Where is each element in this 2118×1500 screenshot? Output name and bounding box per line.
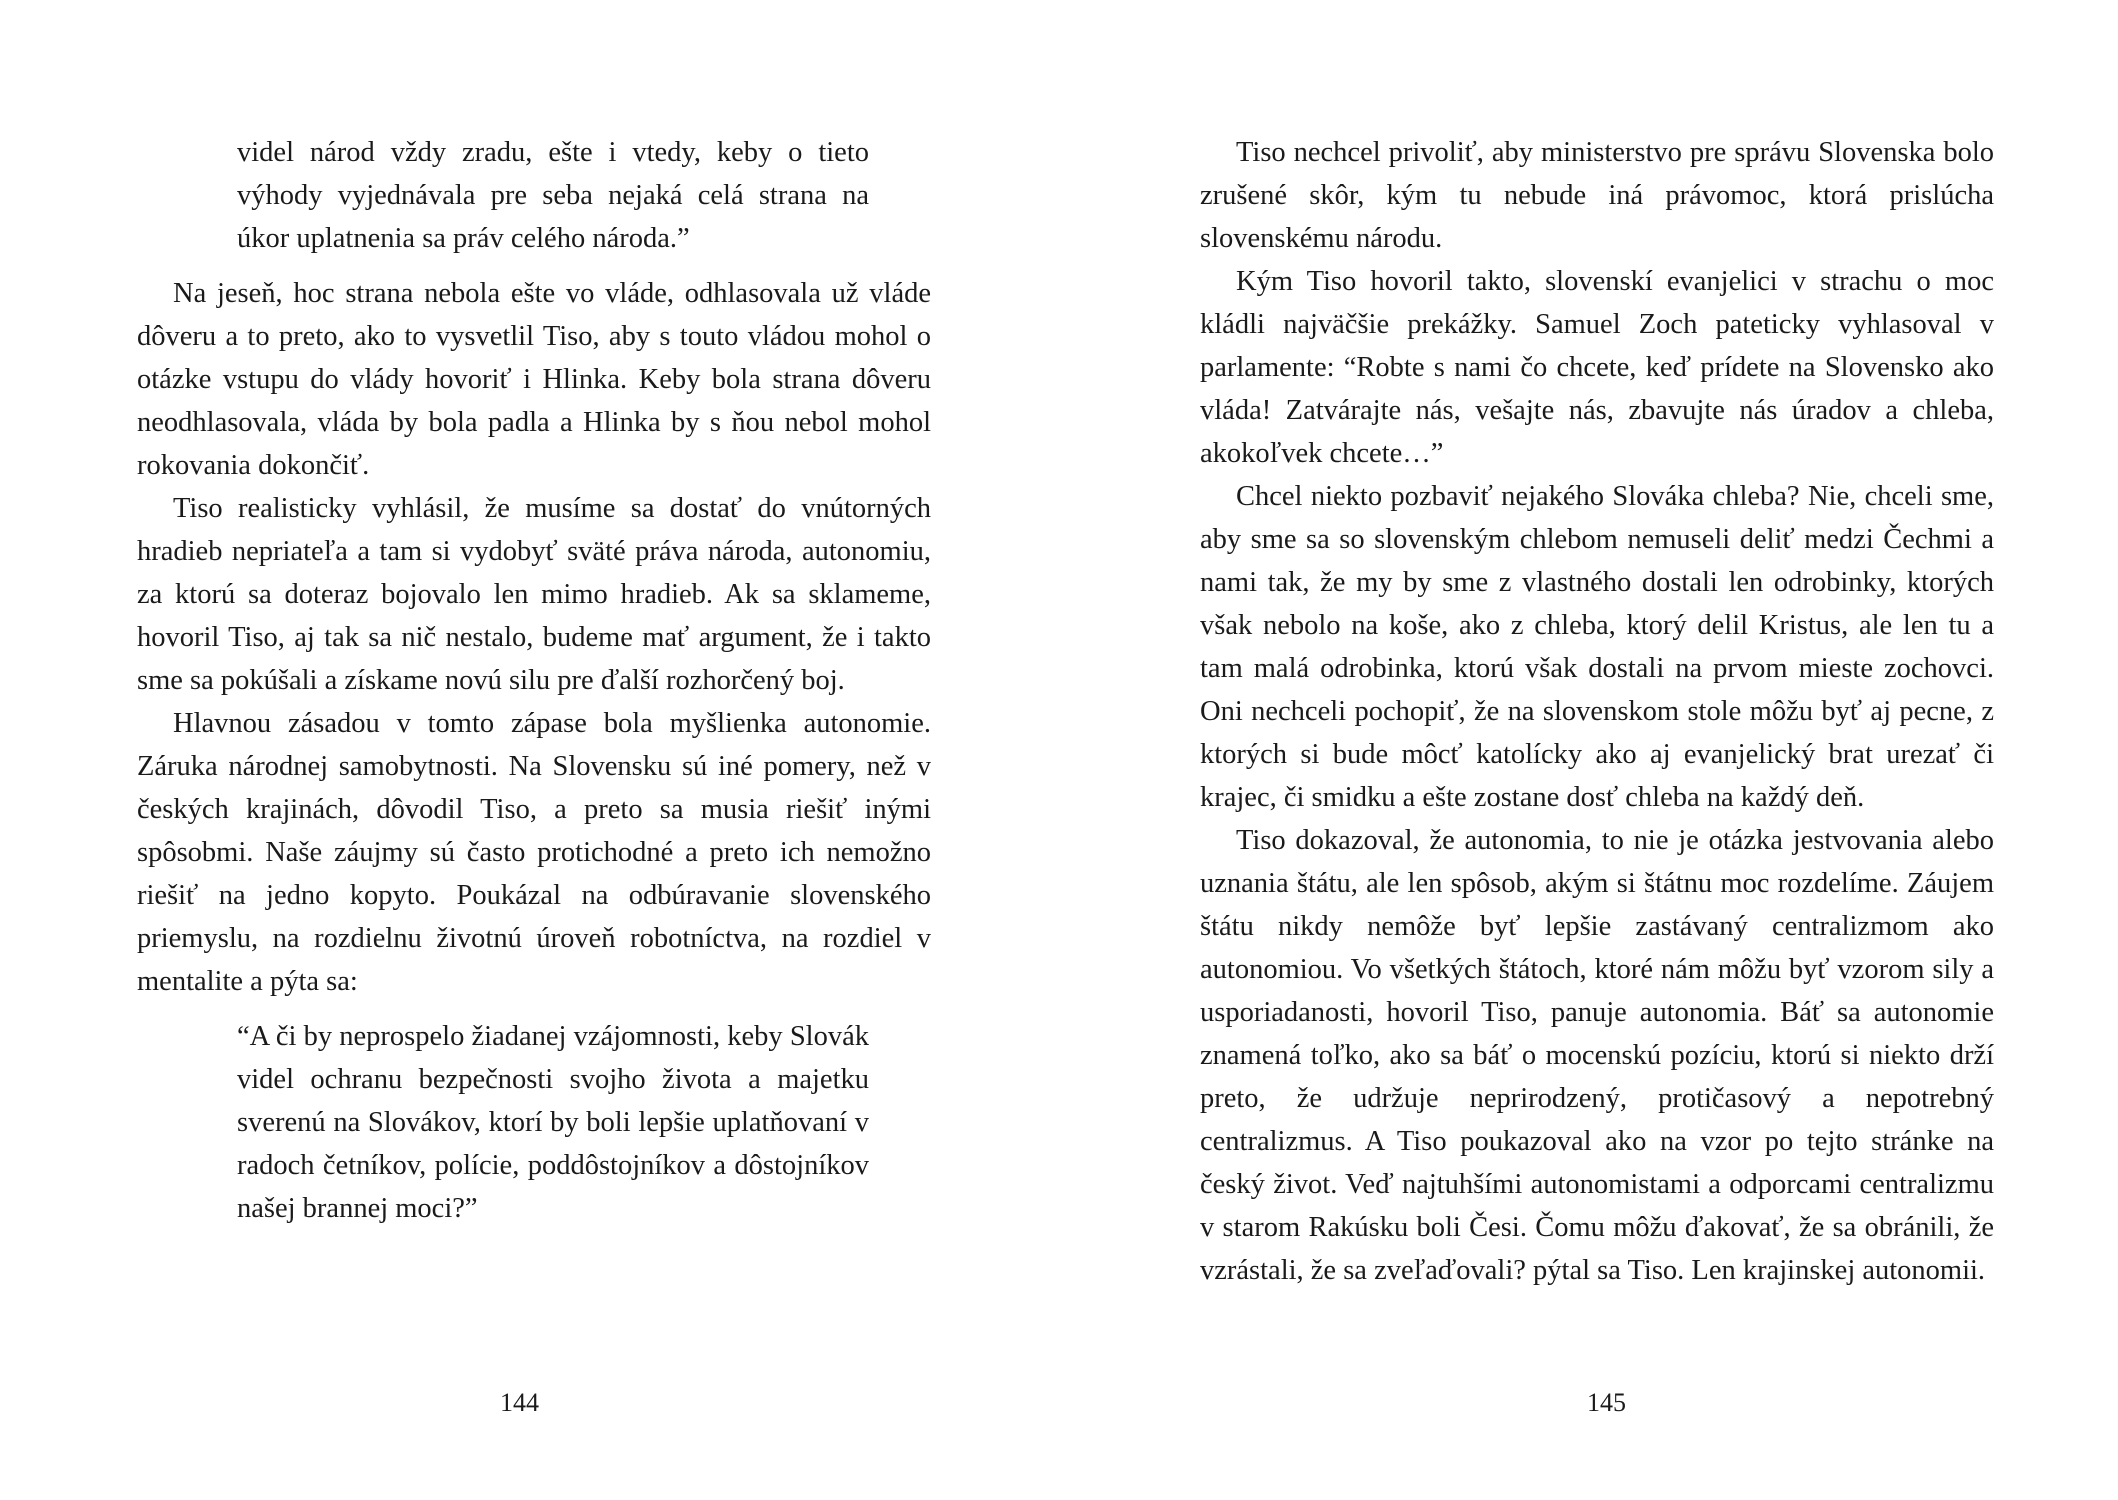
left-page-text <box>137 131 931 1230</box>
block-quote: videl národ vždy zradu, ešte i vtedy, keby o tieto výhody vyjednávala pre seba nejaká celá strana na úkor uplatnenia sa práv celého národa.” <box>237 137 869 254</box>
page-number: 145 <box>1587 1388 1626 1417</box>
page-number: 144 <box>500 1388 539 1417</box>
paragraph: Hlavnou zásadou v tomto zápase bola myšlienka autonomie. Záruka národnej samobytnosti. Na Slovensku sú iné pomery, než v českých krajinách, dôvodil Tiso, a preto sa musia riešiť inými spôsobmi. Naše záujmy sú často protichodné a preto ich nemožno riešiť na jedno kopyto. Poukázal na odbúravanie slovenského priemyslu, na rozdielnu životnú úroveň robotníctva, na rozdiel v mentalite a pýta sa: <box>137 708 931 997</box>
block-quote: “A či by neprospelo žiadanej vzájomnosti, keby Slovák videl ochranu bezpečnosti svojho života a majetku sverenú na Slovákov, ktorí by boli lepšie uplatňovaní v radoch četníkov, polície, poddôstojníkov a dôstojníkov našej brannej moci?” <box>237 1021 869 1224</box>
paragraph: Tiso realisticky vyhlásil, že musíme sa dostať do vnútorných hradieb nepriateľa a tam si vydobyť sväté práva národa, autonomiu, za ktorú sa doteraz bojovalo len mimo hradieb. Ak sa sklameme, hovoril Tiso, aj tak sa nič nestalo, budeme mať argument, že i takto sme sa pokúšali a získame novú silu pre ďalší rozhorčený boj. <box>137 493 931 696</box>
paragraph: Na jeseň, hoc strana nebola ešte vo vláde, odhlasovala už vláde dôveru a to preto, ako to vysvetlil Tiso, aby s touto vládou mohol o otázke vstupu do vlády hovoriť i Hlinka. Keby bola strana dôveru neodhlasovala, vláda by bola padla a Hlinka by s ňou nebol mohol rokovania dokončiť. <box>137 278 931 481</box>
paragraph: Chcel niekto pozbaviť nejakého Slováka chleba? Nie, chceli sme, aby sme sa so slovenským chlebom nemuseli deliť medzi Čechmi a nami tak, že my by sme z vlastného dostali len odrobinky, ktorých však nebolo na koše, ako z chleba, ktorý delil Kristus, ale len tu a tam malá odrobinka, ktorú však dostali na prvom mieste zochovci. Oni nechceli pochopiť, že na slovenskom stole môžu byť aj pecne, z ktorých si bude môcť katolícky ako aj evanjelický brat urezať či krajec, či smidku a ešte zostane dosť chleba na každý deň. <box>1200 481 1994 813</box>
right-page <box>1059 0 2118 1500</box>
paragraph: Tiso nechcel privoliť, aby ministerstvo pre správu Slovenska bolo zrušené skôr, kým tu nebude iná právomoc, ktorá prislúcha slovenskému národu. <box>1200 137 1994 254</box>
right-page-text <box>1200 131 1994 1292</box>
paragraph: Tiso dokazoval, že autonomia, to nie je otázka jestvovania alebo uznania štátu, ale len spôsob, akým si štátnu moc rozdelíme. Záujem štátu nikdy nemôže byť lepšie zastávaný centralizmom ako autonomiou. Vo všetkých štátoch, ktoré nám môžu byť vzorom sily a usporiadanosti, hovoril Tiso, panuje autonomia. Báť sa autonomie znamená toľko, ako sa báť o mocenskú pozíciu, ktorú si niekto drží preto, že udržuje neprirodzený, protičasový a nepotrebný centralizmus. A Tiso poukazoval ako na vzor po tejto stránke na český život. Veď najtuhšími autonomistami a odporcami centralizmu v starom Rakúsku boli Česi. Čomu môžu ďakovať, že sa obránili, že vzrástali, že sa zveľaďovali? pýtal sa Tiso. Len krajinskej autonomii. <box>1200 825 1994 1286</box>
paragraph: Kým Tiso hovoril takto, slovenskí evanjelici v strachu o moc kládli najväčšie prekážky. Samuel Zoch pateticky vyhlasoval v parlamente: “Robte s nami čo chcete, keď prídete na Slovensko ako vláda! Zatvárajte nás, vešajte nás, zbavujte nás úradov a chleba, akokoľvek chcete…” <box>1200 266 1994 469</box>
